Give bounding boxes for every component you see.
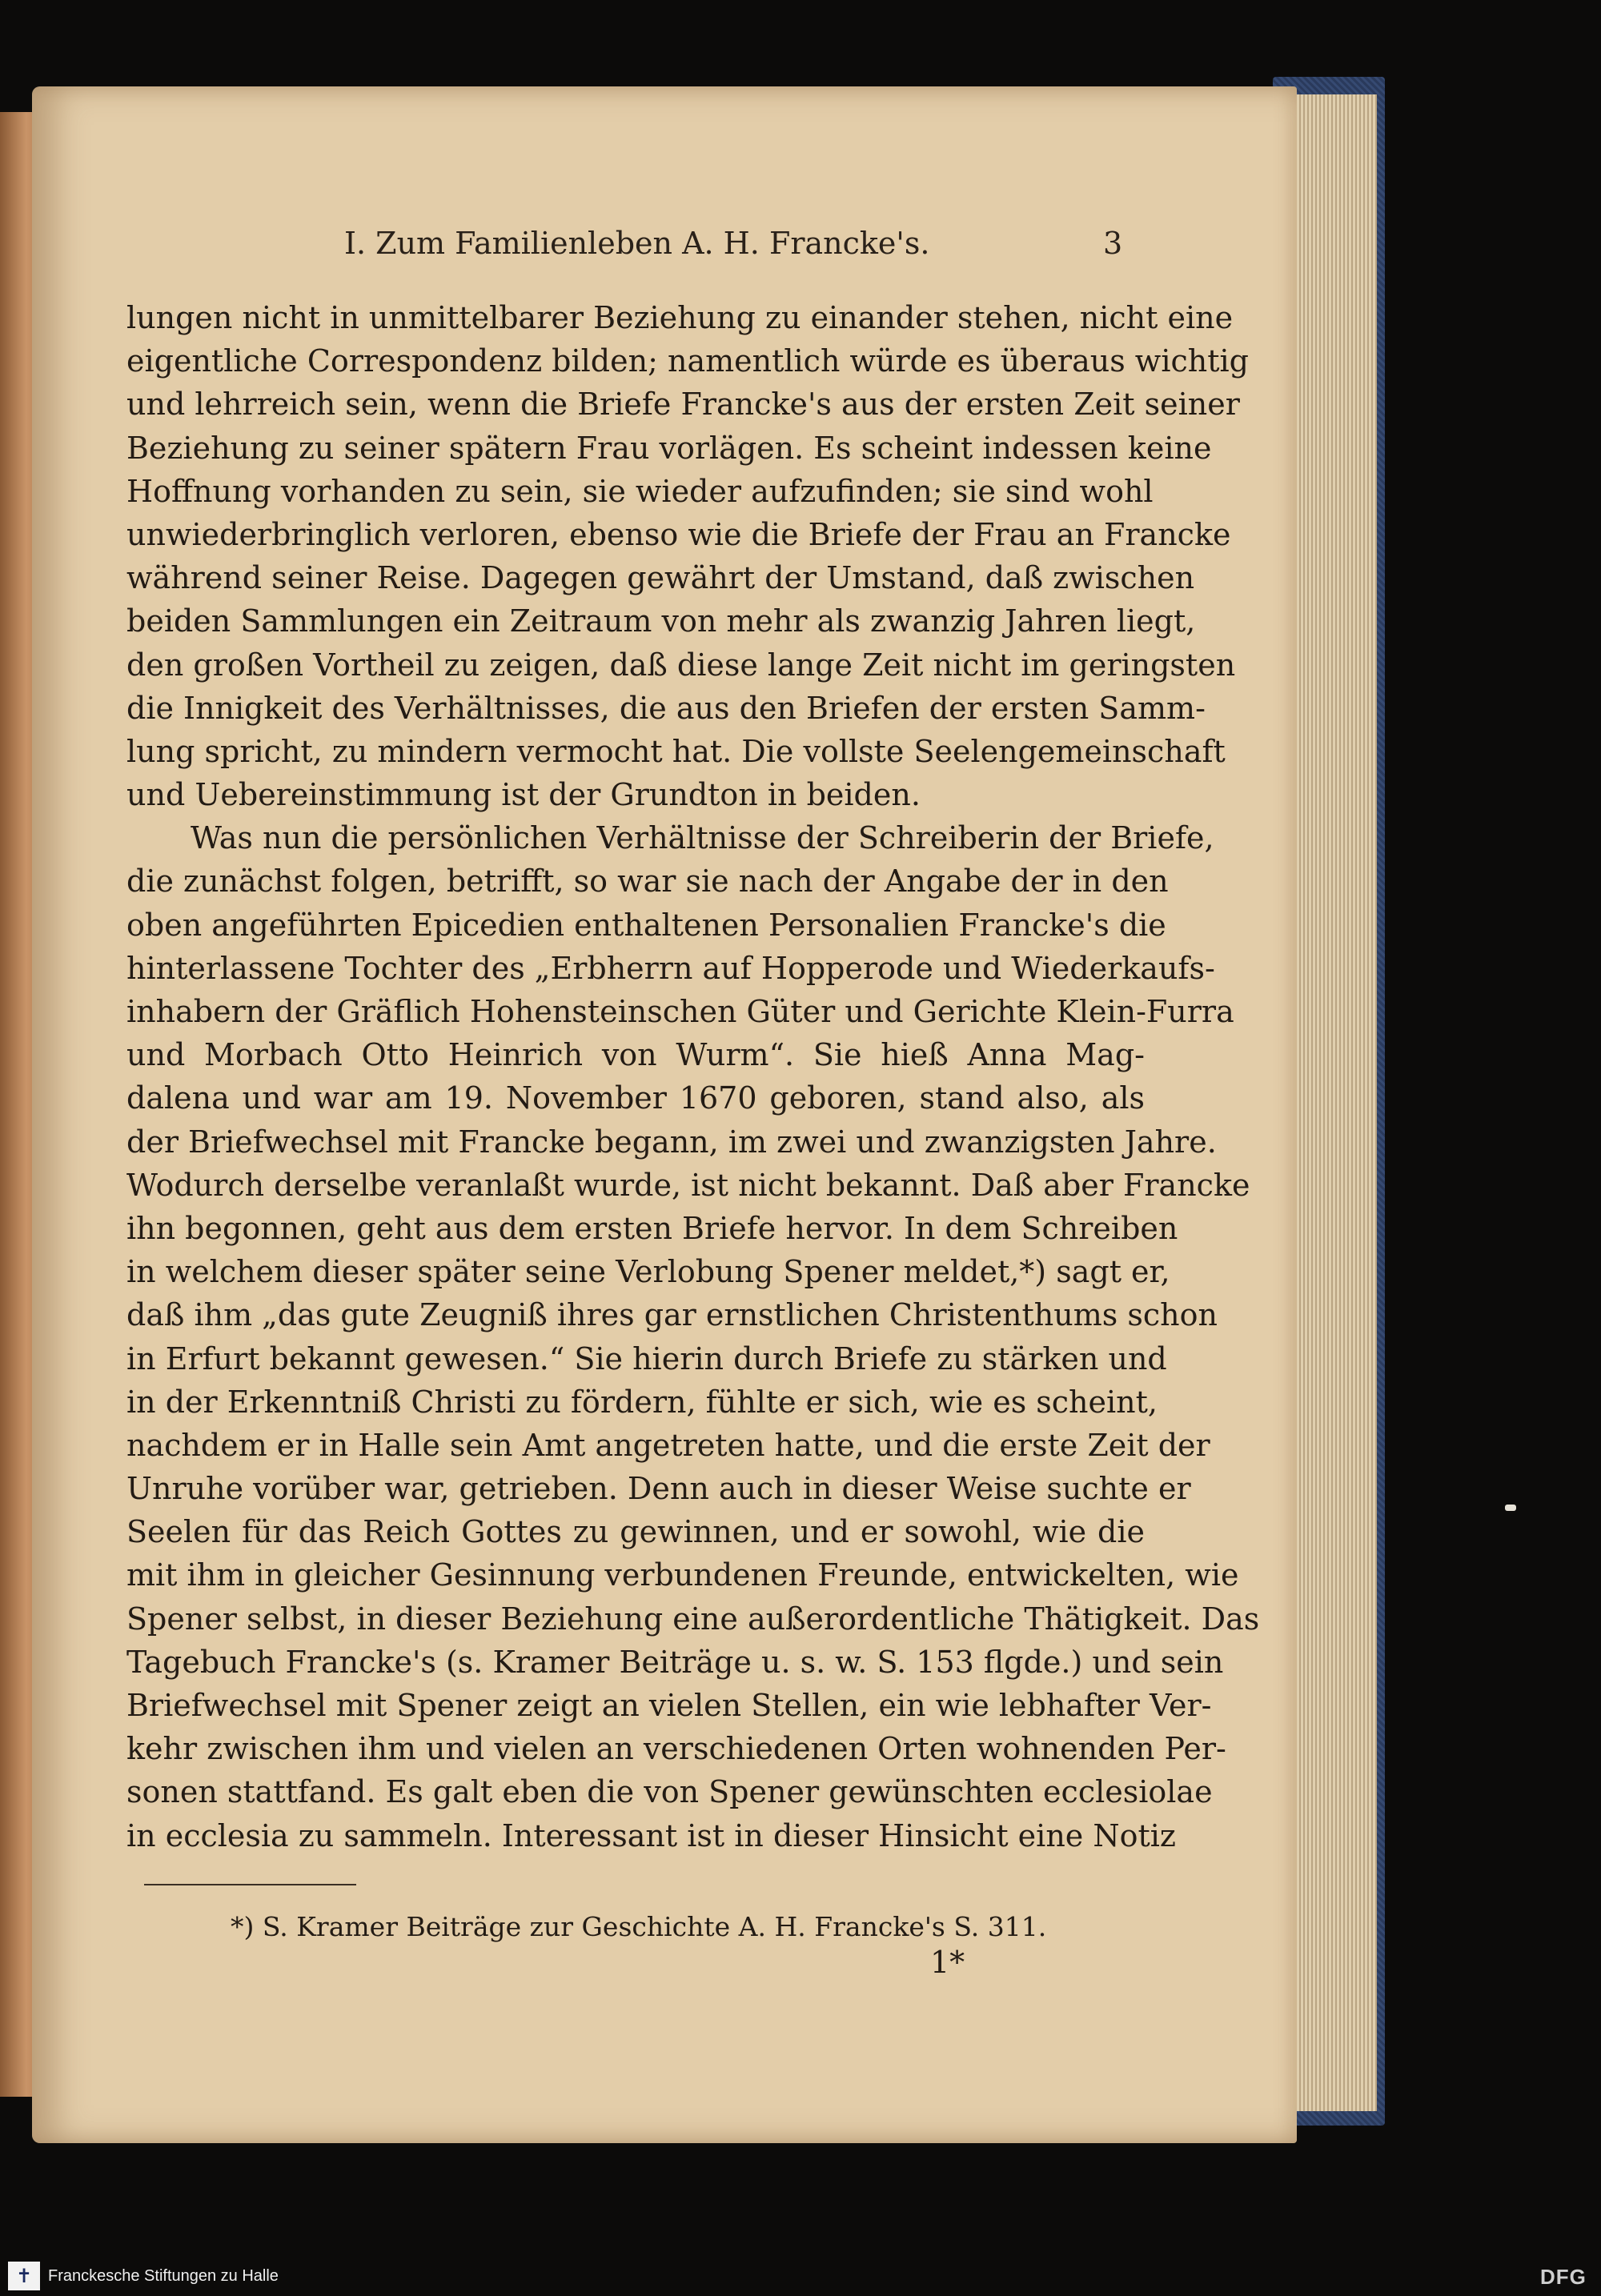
text-line: die zunächst folgen, betrifft, so war sie nach der Angabe der in den [126,864,1169,900]
text-line: in Erfurt bekannt gewesen.“ Sie hierin durch Briefe zu stärken und [126,1340,1167,1376]
body-text [126,296,1260,1857]
text-line: Tagebuch Francke's (s. Kramer Beiträge u. s. w. S. 153 flgde.) und sein [126,1644,1224,1680]
footnote-rule [144,1884,356,1885]
text-line: Was nun die persönlichen Verhältnisse der Schreiberin der Briefe, [191,820,1214,856]
footnote: *) S. Kramer Beiträge zur Geschichte A. H. Francke's S. 311. [231,1911,1047,1942]
text-line: und Uebereinstimmung ist der Grundton in beiden. [126,777,921,813]
text-line: hinterlassene Tochter des „Erbherrn auf Hopperode und Wiederkaufs- [126,950,1215,986]
text-line: Hoffnung vorhanden zu sein, sie wieder aufzufinden; sie sind wohl [126,473,1154,509]
institution-name: Franckesche Stiftungen zu Halle [48,2267,279,2285]
text-line: dalena und war am 19. November 1670 geboren, stand also, als [126,1080,1145,1116]
text-line: beiden Sammlungen ein Zeitraum von mehr als zwanzig Jahren liegt, [126,603,1196,639]
text-line: und Morbach Otto Heinrich von Wurm“. Sie hieß Anna Mag- [126,1037,1145,1073]
text-line: Seelen für das Reich Gottes zu gewinnen, und er sowohl, wie die [126,1514,1145,1550]
text-line: in ecclesia zu sammeln. Interessant ist in dieser Hinsicht eine Notiz [126,1817,1176,1853]
text-line: sonen stattfand. Es galt eben die von Spener gewünschten ecclesiolae [126,1774,1213,1810]
institution-logo-icon[interactable]: ✝ [8,2262,40,2290]
paper-speck [1505,1505,1516,1511]
text-line: der Briefwechsel mit Francke begann, im zwei und zwanzigsten Jahre. [126,1124,1217,1160]
text-line: den großen Vortheil zu zeigen, daß diese lange Zeit nicht im geringsten [126,647,1236,683]
text-line: lung spricht, zu mindern vermocht hat. Die vollste Seelengemeinschaft [126,733,1226,769]
text-line: inhabern der Gräflich Hohensteinschen Güter und Gerichte Klein-Furra [126,994,1234,1029]
text-line: Beziehung zu seiner spätern Frau vorlägen. Es scheint indessen keine [126,430,1212,466]
text-line: ihn begonnen, geht aus dem ersten Briefe hervor. In dem Schreiben [126,1210,1178,1246]
text-line: Briefwechsel mit Spener zeigt an vielen Stellen, ein wie lebhafter Ver- [126,1688,1212,1723]
text-line: Wodurch derselbe veranlaßt wurde, ist nicht bekannt. Daß aber Francke [126,1167,1250,1203]
text-line: während seiner Reise. Dagegen gewährt der Umstand, daß zwischen [126,560,1195,596]
text-line: lungen nicht in unmittelbarer Beziehung zu einander stehen, nicht eine [126,300,1234,335]
text-line: oben angeführten Epicedien enthaltenen Personalien Francke's die [126,907,1166,943]
text-line: Unruhe vorüber war, getrieben. Denn auch in dieser Weise suchte er [126,1471,1191,1507]
text-line: die Innigkeit des Verhältnisses, die aus den Briefen der ersten Samm- [126,690,1206,726]
text-line: eigentliche Correspondenz bilden; namentlich würde es überaus wichtig [126,343,1249,379]
text-line: daß ihm „das gute Zeugniß ihres gar ernstlichen Christenthums schon [126,1297,1218,1333]
text-line: unwiederbringlich verloren, ebenso wie die Briefe der Frau an Francke [126,516,1231,552]
text-line: und lehrreich sein, wenn die Briefe Francke's aus der ersten Zeit seiner [126,387,1240,423]
text-line: Spener selbst, in dieser Beziehung eine außerordentliche Thätigkeit. Das [126,1601,1260,1637]
text-line: in welchem dieser später seine Verlobung Spener meldet,*) sagt er, [126,1254,1170,1290]
running-title: I. Zum Familienleben A. H. Francke's. [344,226,930,261]
text-line: mit ihm in gleicher Gesinnung verbundenen Freunde, entwickelten, wie [126,1557,1239,1593]
page-number: 3 [1103,226,1123,261]
text-line: in der Erkenntniß Christi zu fördern, fühlte er sich, wie es scheint, [126,1384,1158,1420]
signature-mark: 1* [930,1945,965,1980]
dfg-logo: DFG [1540,2265,1587,2289]
text-line: kehr zwischen ihm und vielen an verschiedenen Orten wohnenden Per- [126,1731,1226,1767]
text-line: nachdem er in Halle sein Amt angetreten hatte, und die erste Zeit der [126,1427,1210,1463]
